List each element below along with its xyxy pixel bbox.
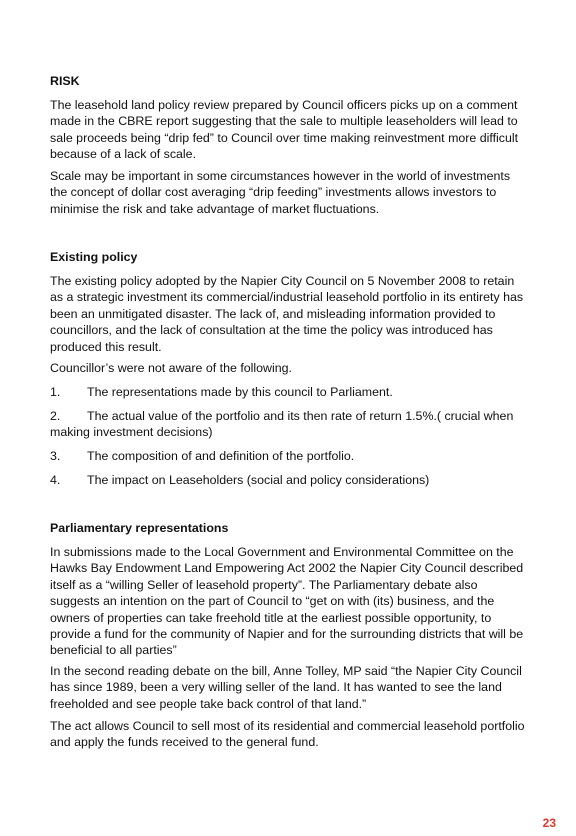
page-number: 23	[542, 816, 556, 830]
parliamentary-paragraph-2: In the second reading debate on the bill, Anne Tolley, MP said “the Napier City Council has since 1989, been a very willing seller of the land. It has wanted to see the land freeholded and see people take back control of that land.”	[50, 664, 522, 711]
list-item-text: The composition of and definition of the portfolio.	[87, 449, 355, 463]
list-item-text: The representations made by this council to Parliament.	[87, 385, 393, 399]
list-item	[50, 448, 528, 464]
list-item	[50, 384, 528, 400]
list-item	[50, 408, 528, 441]
list-item-text: The actual value of the portfolio and its then rate of return 1.5%.( crucial when making investment decisions)	[50, 409, 514, 440]
risk-heading: RISK	[50, 74, 80, 88]
risk-paragraph-1: The leasehold land policy review prepared by Council officers picks up on a comment made in the CBRE report suggesting that the sale to multiple leaseholders will lead to sale proceeds being “drip fed” to Council over time making reinvestment more difficult because of a lack of scale.	[50, 98, 519, 162]
list-item-number: 4.	[50, 473, 61, 487]
list-item-text: The impact on Leaseholders (social and policy considerations)	[87, 473, 430, 487]
existing-policy-paragraph-1: The existing policy adopted by the Napier City Council on 5 November 2008 to retain as a strategic investment its commercial/industrial leasehold portfolio in its entirety has been an unmitigated disaster. The lack of, and misleading information provided to councillors, and the lack of consultation at the time the policy was introduced has produced this result.	[50, 274, 524, 354]
risk-paragraph-2: Scale may be important in some circumstances however in the world of investments the concept of dollar cost averaging “drip feeding” investments allows investors to minimise the risk and take advantage of market fluctuations.	[50, 169, 511, 216]
parliamentary-paragraph-3: The act allows Council to sell most of its residential and commercial leasehold portfolio and apply the funds received to the general fund.	[50, 719, 525, 750]
list-item	[50, 472, 528, 488]
existing-policy-paragraph-2: Councillor’s were not aware of the following.	[50, 361, 292, 375]
parliamentary-heading: Parliamentary representations	[50, 521, 229, 535]
parliamentary-paragraph-1: In submissions made to the Local Government and Environmental Committee on the Hawks Bay Endowment Land Empowering Act 2002 the Napier City Council described itself as a “willing Seller of leasehold property”. The Parliamentary debate also suggests an intention on the part of Council to “get on with (its) business, and the owners of properties can take freehold title at the earliest possible opportunity, to provide a fund for the community of Napier and for the surrounding districts that will be beneficial to all parties”	[50, 545, 524, 658]
list-item-number: 3.	[50, 449, 61, 463]
existing-policy-heading: Existing policy	[50, 250, 138, 264]
list-item-number: 1.	[50, 385, 61, 399]
list-item-number: 2.	[50, 409, 61, 423]
